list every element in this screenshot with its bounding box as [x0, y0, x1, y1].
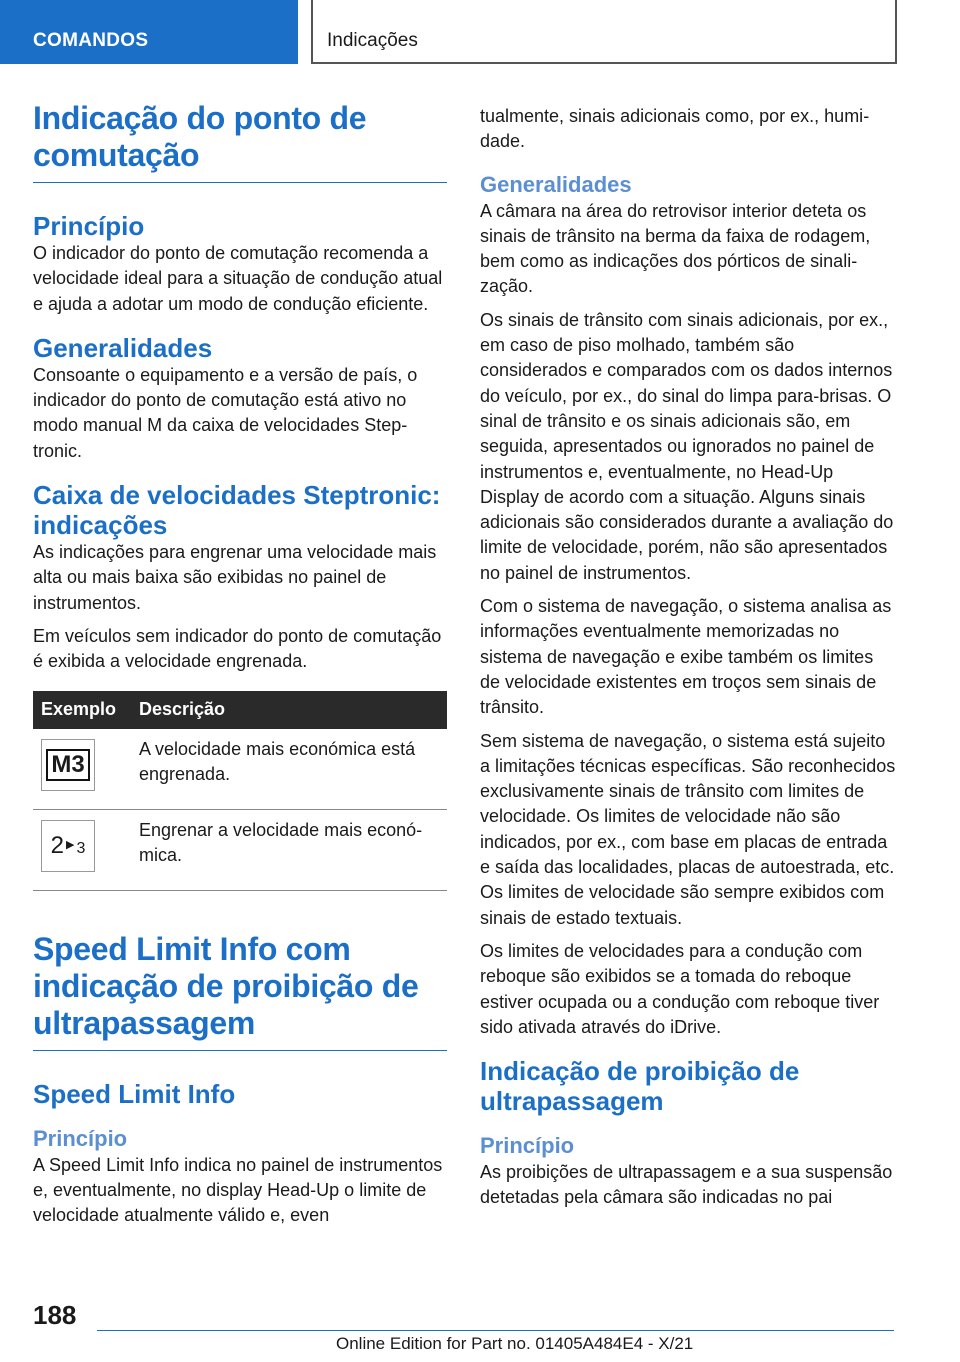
general-text-5: Os limites de velocidades para a condução com reboque são exibidos se a tomada do reboque estiver ocupada ou a condução com reboque tiver sido ativada através do iDrive.: [480, 940, 880, 1037]
table-header-description: Descrição: [131, 691, 447, 729]
sli-principle-text: A Speed Limit Info indica no painel de instrumentos e, eventualmente, no display Head-Up o limite de velocidade atualmente válido e, even: [33, 1154, 443, 1226]
general-text-2: Os sinais de trânsito com sinais adicionais, por ex., em caso de piso molhado, também são considerados e comparados com os dados internos do veículo, por ex., do sinal do limpa para-brisas. O sinal de trânsito e os sinais adicionais são, em seguida, apresentados ou ignorados no painel de instrumentos e, eventualmente, no Head-Up Display de acordo com a situação. Alguns sinais adicionais são considerados durante a avaliação do limite de velocidade, porém, não são apresentados no painel de instrumentos.: [480, 309, 894, 583]
edition-text: Online Edition for Part no. 01405A484E4 - X/21: [336, 1334, 694, 1353]
general-text-4: Sem sistema de navegação, o sistema está sujeito a limitações técnicas específicas. São reconhecidos exclusivamente sinais de trânsito com limites de velocidade. Os limites de velocidade não são indicados, por ex., com base em placas de entrada e saída das localidades, placas de autoestrada, etc. Os limites de velocidade são sempre exibidos com sinais de estado textuais.: [480, 730, 896, 928]
section-label: COMANDOS: [33, 30, 149, 51]
general-text-1: A câmara na área do retrovisor interior deteta os sinais de trânsito na berma da faixa de rodagem, bem como as indicações dos pórticos de sinalização.: [480, 200, 871, 297]
steptronic-text-2: Em veículos sem indicador do ponto de comutação é exibida a velocidade engrenada.: [33, 625, 442, 672]
section-tab[interactable]: [0, 0, 298, 64]
heading-speed-limit-info: Speed Limit Info com indicação de proibição de ultrapassagem: [33, 930, 419, 1041]
heading-sli-principle: Princípio: [33, 1125, 128, 1151]
page-number: 188: [33, 1300, 77, 1330]
heading-steptronic: Caixa de velocidades Steptronic: indicações: [33, 480, 441, 541]
chapter-label: Indicações: [327, 30, 418, 51]
arrow-right-icon: ▶: [65, 838, 75, 851]
chapter-header: [311, 0, 897, 64]
steptronic-text-1: As indicações para engrenar uma velocidade mais alta ou mais baixa são exibidas no painel de instrumentos.: [33, 542, 437, 613]
footer-rule: [97, 1330, 894, 1331]
heading-sli: Speed Limit Info: [33, 1078, 236, 1109]
table-header-row: [33, 691, 447, 729]
heading-overtake-principle: Princípio: [480, 1133, 575, 1159]
continued-text: tualmente, sinais adicionais como, por ex., humidade.: [480, 106, 870, 152]
table-cell-description: A velocidade mais económica está engrenada.: [131, 729, 447, 810]
left-column: [33, 100, 447, 1228]
table-row: [33, 729, 447, 810]
gear-m3-icon: M3: [41, 739, 95, 791]
table-header-example: Exemplo: [33, 691, 131, 729]
general-text: Consoante o equipamento e a versão de país, o indicador do ponto de comutação está ativo no modo manual M da caixa de velocidades Steptronic.: [33, 364, 418, 461]
principle-text: O indicador do ponto de comutação recomenda a velocidade ideal para a situação de condução atual e ajuda a adotar um modo de condução eficiente.: [33, 243, 443, 314]
heading-overtake: Indicação de proibição de ultrapassagem: [480, 1056, 800, 1117]
general-text-3: Com o sistema de navegação, o sistema analisa as informações eventualmente memorizadas no sistema de navegação e exibe também os limites de velocidade existentes em troços sem sinais de trânsito.: [480, 596, 892, 718]
heading-shift-point: Indicação do ponto de comutação: [33, 100, 367, 173]
table-cell-description: Engrenar a velocidade mais económica.: [131, 809, 447, 890]
gear-table: [33, 691, 447, 891]
heading-general: Generalidades: [33, 332, 213, 363]
heading-principle: Princípio: [33, 211, 145, 241]
right-column: [480, 104, 896, 1211]
table-row: [33, 809, 447, 890]
heading-general-right: Generalidades: [480, 171, 632, 197]
shift-2-to-3-icon: 2 ▶ 3: [41, 820, 95, 872]
overtake-principle-text: As proibições de ultrapassagem e a sua suspensão detetadas pela câmara são indicadas no pai: [480, 1162, 893, 1208]
